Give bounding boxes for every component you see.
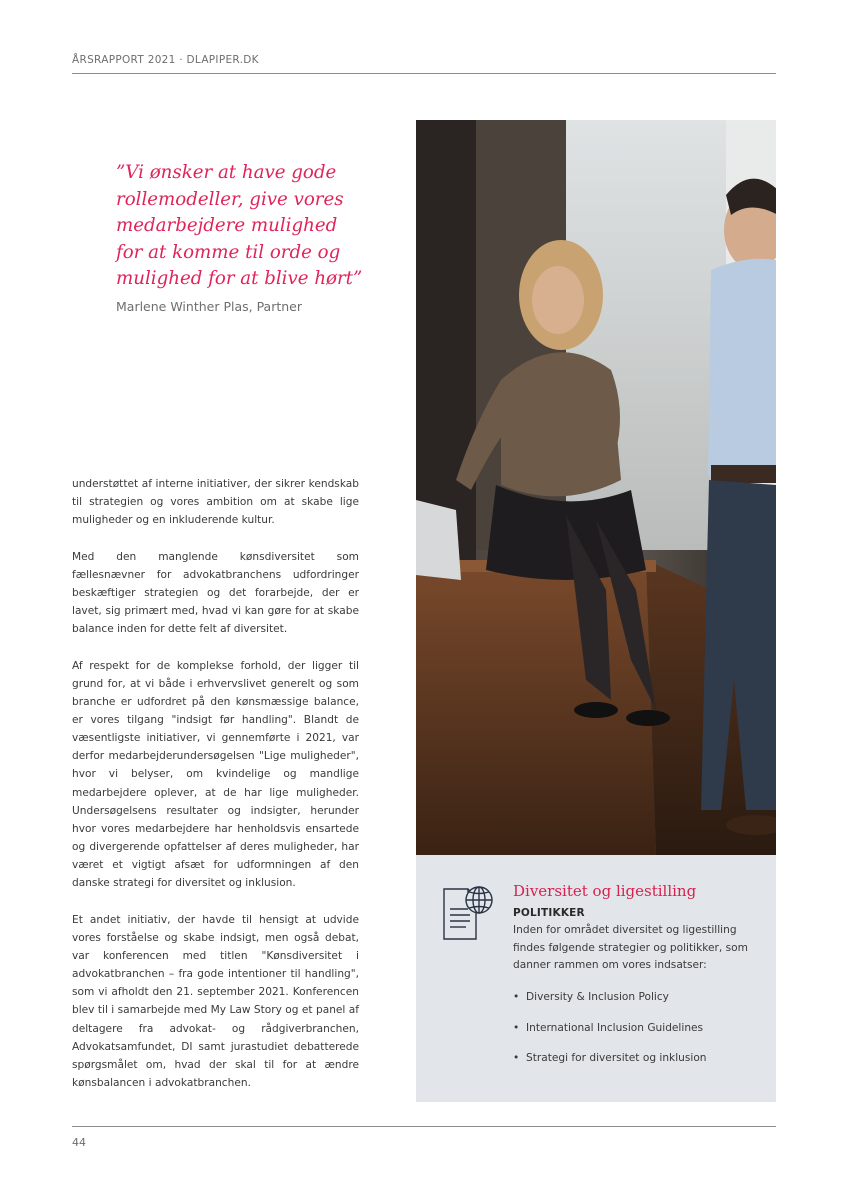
body-paragraph: Med den manglende kønsdiversitet som fællesnævner for advokatbranchens udfordringer beskæftiger strategien og det forarbejde, der er lavet, sig primært med, hvad vi kan gøre for at skabe balance inden for dette felt af diversitet.: [72, 550, 359, 636]
list-item: [513, 1021, 707, 1036]
body-text-column: [72, 475, 359, 1110]
quote-line: mulighed for at blive hørt”: [116, 268, 363, 289]
body-paragraph: understøttet af interne initiativer, der sikrer kendskab til strategien og vores ambition om at skabe lige muligheder og en inkluderende kultur.: [72, 478, 359, 527]
infobox-intro: Inden for området diversitet og ligestilling findes følgende strategier og politikker, som danner rammen om vores indsatser:: [513, 924, 748, 972]
policy-item-label: Strategi for diversitet og inklusion: [526, 1052, 707, 1065]
pull-quote: [116, 160, 376, 293]
policy-infobox: [416, 855, 776, 1102]
body-paragraph: Af respekt for de komplekse forhold, der ligger til grund for, at vi både i erhvervslivet generelt og som branche er udfordret på den kønsmæssige balance, er vores tilgang "indsigt før handling". Blandt de væsentligste initiativer, vi gennemførte i 2021, var derfor medarbejderundersøgelsen "Lige muligheder", hvor vi belyser, om kvindelige og mandlige medarbejdere oplever, at de har lige muligheder. Undersøgelsens resultater og indsigter, herunder hvor vores medarbejdere har henholdsvis ensartede og divergerende opfattelser af deres muligheder, har været et vigtigt afsæt for udformningen af den danske strategi for diversitet og inklusion.: [72, 659, 359, 890]
policy-list: [513, 990, 707, 1082]
quote-line: for at komme til orde og: [116, 241, 341, 263]
document-globe-icon: [442, 883, 494, 943]
bullet-icon: •: [513, 1052, 520, 1065]
header-divider: [72, 73, 776, 74]
page-number: 44: [72, 1136, 86, 1149]
infobox-title: Diversitet og ligestilling: [513, 882, 697, 900]
footer-divider: [72, 1126, 776, 1127]
quote-attribution: Marlene Winther Plas, Partner: [116, 299, 302, 314]
bullet-icon: •: [513, 1021, 520, 1034]
list-item: [513, 990, 707, 1005]
policy-item-label: International Inclusion Guidelines: [526, 1021, 704, 1034]
policy-item-label: Diversity & Inclusion Policy: [526, 991, 669, 1003]
infobox-subtitle: POLITIKKER: [513, 907, 585, 919]
quote-line: ”Vi ønsker at have gode: [116, 162, 337, 183]
quote-line: rollemodeller, give vores: [116, 188, 344, 210]
quote-line: medarbejdere mulighed: [116, 215, 338, 236]
body-paragraph: Et andet initiativ, der havde til hensigt at udvide vores forståelse og skabe indsigt, men også debat, var konferencen med titlen "Kønsdiversitet i advokatbranchen – fra gode intentioner til handling", som vi afholdt den 21. september 2021. Konferencen blev til i samarbejde med My Law Story og et panel af deltagere fra advokat- og rådgiverbranchen, Advokatsamfundet, DI samt jurastudiet debatterede spørgsmålet om, hvad der skal til for at ændre kønsbalancen i advokatbranchen.: [72, 913, 359, 1090]
bullet-icon: •: [513, 991, 520, 1003]
office-photo: [416, 120, 776, 855]
list-item: [513, 1051, 707, 1066]
running-header: ÅRSRAPPORT 2021 · DLAPIPER.DK: [72, 54, 259, 66]
